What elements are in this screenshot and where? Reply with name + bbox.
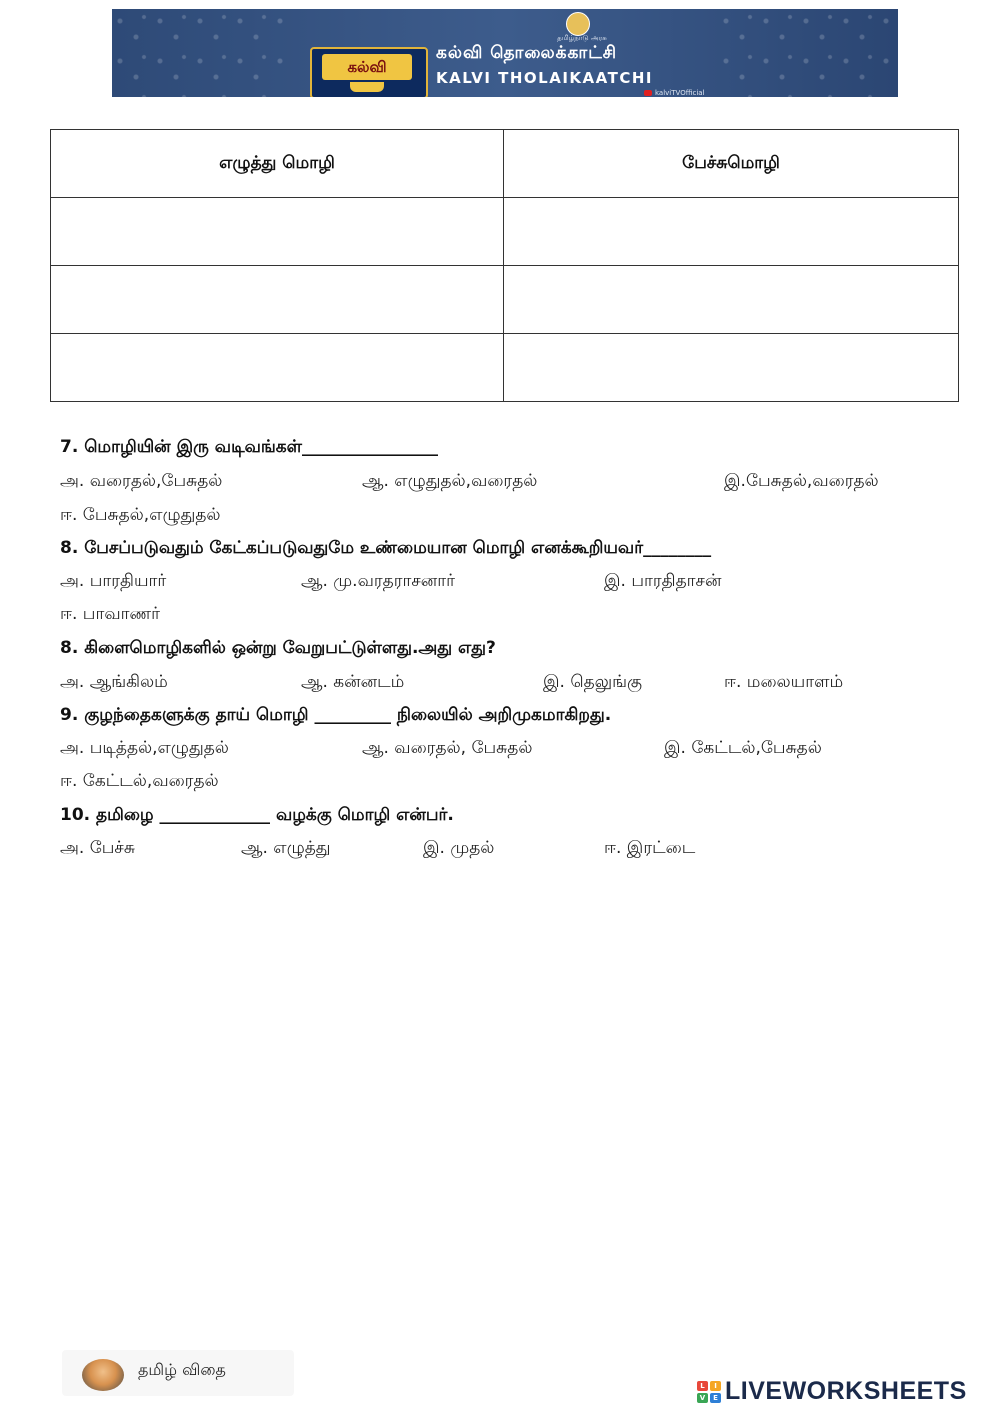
answer-cell-spoken-1[interactable]	[504, 198, 959, 266]
answer-cell-written-2[interactable]	[51, 266, 504, 334]
header-banner	[112, 9, 898, 97]
answer-cell-written-3[interactable]	[51, 334, 504, 402]
table-header-row	[51, 130, 959, 198]
option-d[interactable]: ஈ. மலையாளம்	[724, 672, 844, 692]
option-c[interactable]: இ.பேசுதல்,வரைதல்	[724, 471, 879, 491]
banner-decoration-right	[718, 9, 898, 97]
option-a[interactable]: அ. ஆங்கிலம்	[60, 672, 168, 692]
option-d[interactable]: ஈ. கேட்டல்,வரைதல்	[60, 771, 219, 791]
mark-letter-i: I	[710, 1381, 721, 1391]
author-badge[interactable]	[62, 1350, 294, 1396]
option-a[interactable]: அ. படித்தல்,எழுதுதல்	[60, 738, 229, 758]
banner-handle-text: kalviTVOfficial	[655, 89, 705, 97]
table-row	[51, 266, 959, 334]
question-8b: 8. கிளைமொழிகளில் ஒன்று வேறுபட்டுள்ளது.அது எது?	[60, 638, 496, 658]
option-c[interactable]: இ. முதல்	[423, 838, 495, 858]
answer-cell-spoken-2[interactable]	[504, 266, 959, 334]
table-row	[51, 198, 959, 266]
youtube-icon	[644, 90, 652, 96]
option-a[interactable]: அ. வரைதல்,பேசுதல்	[60, 471, 223, 491]
mark-letter-e: E	[710, 1393, 721, 1403]
header-written-language: எழுத்து மொழி	[51, 130, 504, 198]
option-b[interactable]: ஆ. எழுதுதல்,வரைதல்	[362, 471, 538, 491]
banner-title-english: KALVI THOLAIKAATCHI	[436, 69, 653, 87]
question-7: 7. மொழியின் இரு வடிவங்கள்________________	[60, 437, 438, 457]
option-d[interactable]: ஈ. பாவாணர்	[60, 604, 160, 624]
option-b[interactable]: ஆ. மு.வரதராசனார்	[301, 571, 456, 591]
header-spoken-language: பேச்சுமொழி	[504, 130, 959, 198]
option-b[interactable]: ஆ. கன்னடம்	[301, 672, 405, 692]
liveworksheets-wordmark: LIVEWORKSHEETS	[725, 1377, 967, 1405]
author-name: தமிழ் விதை	[138, 1360, 226, 1379]
government-emblem-icon	[566, 12, 590, 36]
answer-cell-spoken-3[interactable]	[504, 334, 959, 402]
question-8: 8. பேசப்படுவதும் கேட்கப்படுவதுமே உண்மையான மொழி எனக்கூறியவர்________	[60, 538, 712, 558]
liveworksheets-mark-icon	[697, 1381, 723, 1405]
option-d[interactable]: ஈ. பேசுதல்,எழுதுதல்	[60, 505, 221, 525]
option-a[interactable]: அ. பேச்சு	[60, 838, 135, 858]
emblem-caption: தமிழ்நாடு அரசு	[557, 34, 607, 42]
kalvi-logo-text: கல்வி	[322, 54, 412, 80]
book-icon	[350, 82, 384, 92]
option-a[interactable]: அ. பாரதியார்	[60, 571, 167, 591]
mark-letter-v: V	[697, 1393, 708, 1403]
kalvi-logo	[310, 47, 428, 97]
option-c[interactable]: இ. தெலுங்கு	[543, 672, 643, 692]
option-b[interactable]: ஆ. எழுத்து	[241, 838, 331, 858]
question-10: 10. தமிழை _____________ வழக்கு மொழி என்பர்.	[60, 805, 454, 825]
answer-table	[50, 129, 959, 402]
banner-decoration-left	[112, 9, 292, 97]
option-b[interactable]: ஆ. வரைதல், பேசுதல்	[362, 738, 533, 758]
option-c[interactable]: இ. கேட்டல்,பேசுதல்	[664, 738, 822, 758]
option-d[interactable]: ஈ. இரட்டை	[604, 838, 696, 858]
avatar	[82, 1359, 124, 1391]
banner-title-tamil: கல்வி தொலைக்காட்சி	[436, 43, 618, 63]
mark-letter-l: L	[697, 1381, 708, 1391]
question-9: 9. குழந்தைகளுக்கு தாய் மொழி _________ நிலையில் அறிமுகமாகிறது.	[60, 705, 612, 725]
option-c[interactable]: இ. பாரதிதாசன்	[604, 571, 722, 591]
answer-cell-written-1[interactable]	[51, 198, 504, 266]
banner-handle	[644, 89, 705, 97]
table-row	[51, 334, 959, 402]
